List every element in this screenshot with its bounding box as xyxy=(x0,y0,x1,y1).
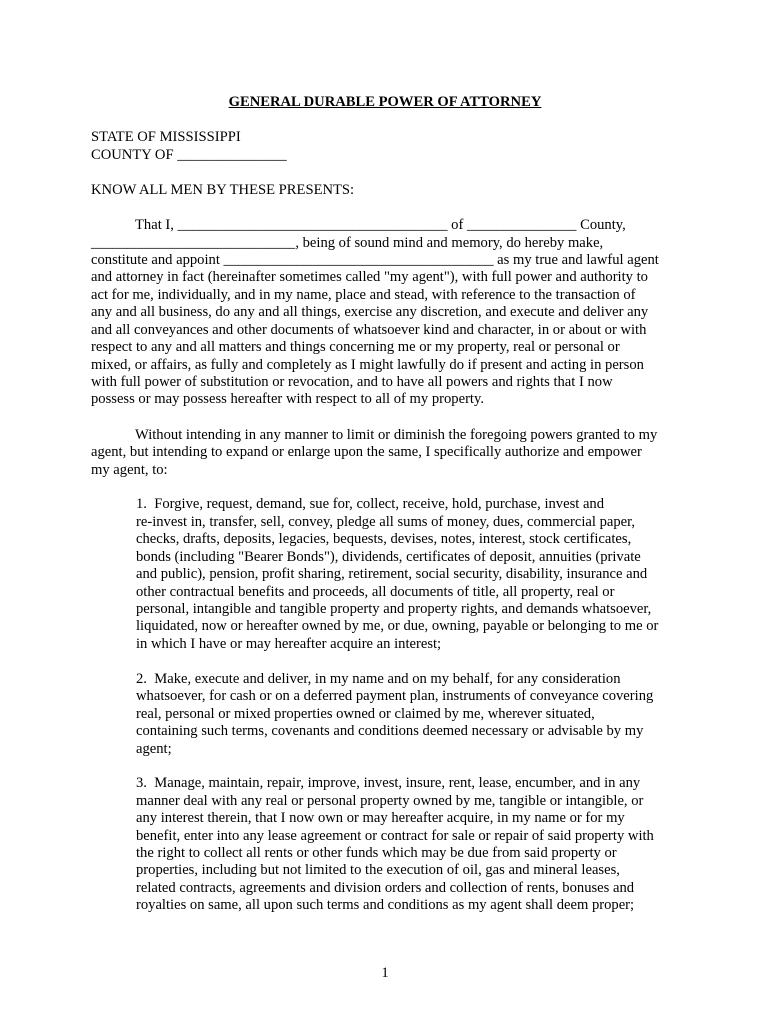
list-item-line: royalties on same, all upon such terms and conditions as my agent shall deem proper; xyxy=(136,897,635,913)
state-line: STATE OF MISSISSIPPI xyxy=(91,129,241,145)
list-item-line: checks, drafts, deposits, legacies, bequests, devises, notes, interest, stock certificates, xyxy=(136,531,632,547)
paragraph-line: Without intending in any manner to limit or diminish the foregoing powers granted to my xyxy=(135,427,658,443)
paragraph-line: act for me, individually, and in my name, place and stead, with reference to the transaction of xyxy=(91,287,636,303)
paragraph-line: mixed, or affairs, as fully and completely as I might lawfully do if present and acting in person xyxy=(91,357,644,373)
paragraph-line: ____________________________, being of sound mind and memory, do hereby make, xyxy=(91,235,604,251)
list-item-line: manner deal with any real or personal property owned by me, tangible or intangible, or xyxy=(136,793,644,809)
list-item-line: agent; xyxy=(136,741,172,757)
list-item-line: 1. Forgive, request, demand, sue for, collect, receive, hold, purchase, invest and xyxy=(136,496,605,512)
paragraph-line: constitute and appoint _____________________________________ as my true and lawful agent xyxy=(91,252,659,268)
list-item-line: 2. Make, execute and deliver, in my name and on my behalf, for any consideration xyxy=(136,671,621,687)
paragraph-line: and all conveyances and other documents of whatsoever kind and character, in or about or with xyxy=(91,322,647,338)
list-item-line: related contracts, agreements and division orders and collection of rents, bonuses and xyxy=(136,880,635,896)
paragraph-line: possess or may possess hereafter with respect to all of my property. xyxy=(91,391,484,407)
list-item-line: whatsoever, for cash or on a deferred payment plan, instruments of conveyance covering xyxy=(136,688,654,704)
paragraph-line: agent, but intending to expand or enlarge upon the same, I specifically authorize and empower xyxy=(91,444,642,460)
paragraph-line: any and all business, do any and all things, exercise any discretion, and execute and deliver any xyxy=(91,304,649,320)
list-item-line: any interest therein, that I now own or may hereafter acquire, in my name or for my xyxy=(136,810,625,826)
list-item-line: benefit, enter into any lease agreement or contract for sale or repair of said property with xyxy=(136,828,654,844)
list-item-line: bonds (including "Bearer Bonds"), dividends, certificates of deposit, annuities (private xyxy=(136,549,641,565)
know-all-heading: KNOW ALL MEN BY THESE PRESENTS: xyxy=(91,182,355,198)
county-line: COUNTY OF _______________ xyxy=(91,147,287,163)
list-item-line: liquidated, now or hereafter owned by me, or due, owning, payable or belonging to me or xyxy=(136,618,659,634)
list-item-line: and public), pension, profit sharing, retirement, social security, disability, insurance and xyxy=(136,566,648,582)
paragraph-line: my agent, to: xyxy=(91,462,168,478)
list-item-line: re-invest in, transfer, sell, convey, pledge all sums of money, dues, commercial paper, xyxy=(136,514,636,530)
list-item-line: other contractual benefits and proceeds, all documents of title, all property, real or xyxy=(136,584,615,600)
list-item-line: the right to collect all rents or other funds which may be due from said property or xyxy=(136,845,617,861)
list-item-line: personal, intangible and tangible property and property rights, and demands whatsoever, xyxy=(136,601,652,617)
paragraph-line: respect to any and all matters and things concerning me or my property, real or personal or xyxy=(91,339,620,355)
list-item-line: 3. Manage, maintain, repair, improve, invest, insure, rent, lease, encumber, and in any xyxy=(136,775,641,791)
list-item-line: real, personal or mixed properties owned or claimed by me, wherever situated, xyxy=(136,706,595,722)
paragraph-line: That I, _____________________________________ of _______________ County, xyxy=(135,217,626,233)
paragraph-line: and attorney in fact (hereinafter sometimes called "my agent"), with full power and authority to xyxy=(91,269,648,285)
list-item-line: containing such terms, covenants and conditions deemed necessary or advisable by my xyxy=(136,723,644,739)
list-item-line: in which I have or may hereafter acquire an interest; xyxy=(136,636,442,652)
paragraph-line: with full power of substitution or revocation, and to have all powers and rights that I now xyxy=(91,374,613,390)
list-item-line: properties, including but not limited to the execution of oil, gas and mineral leases, xyxy=(136,862,620,878)
document-title: GENERAL DURABLE POWER OF ATTORNEY xyxy=(228,94,542,110)
page-number: 1 xyxy=(381,965,389,981)
